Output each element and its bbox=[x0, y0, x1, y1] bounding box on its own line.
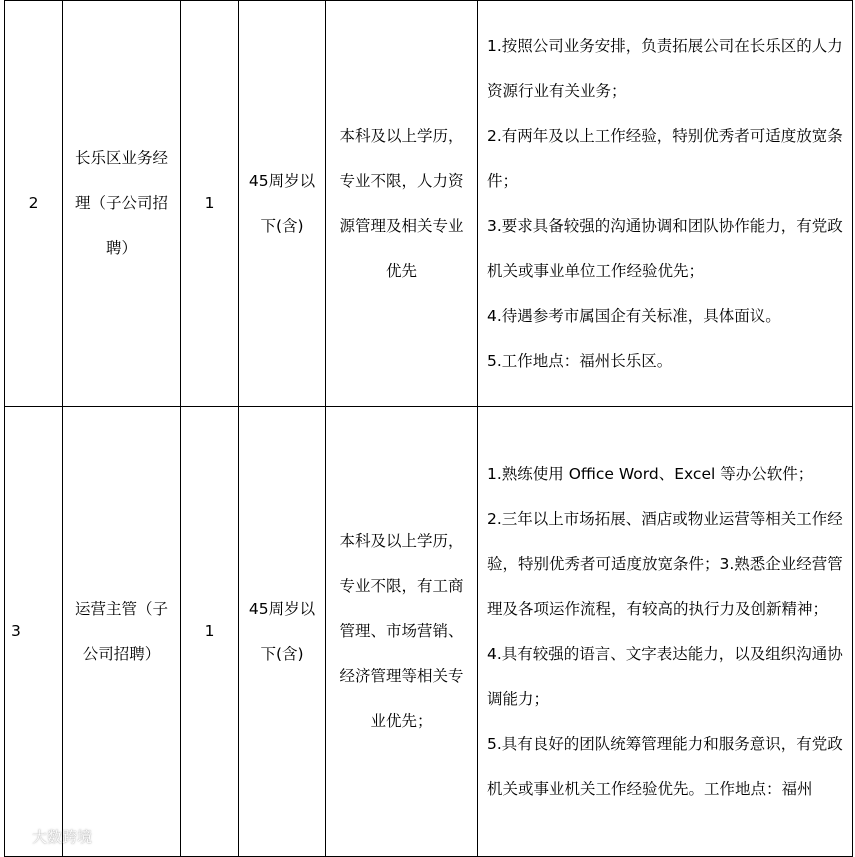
age-cell bbox=[239, 407, 326, 857]
row-number: 3 bbox=[5, 407, 63, 857]
headcount: 1 bbox=[181, 1, 239, 407]
duty-item: 4.待遇参考市属国企有关标准，具体面议。 bbox=[487, 306, 781, 325]
education-cell bbox=[326, 1, 478, 407]
age-requirement: 45周岁以下(含) bbox=[248, 171, 316, 235]
position-name: 运营主管（子公司招聘） bbox=[74, 599, 168, 663]
duty-item: 1.按照公司业务安排，负责拓展公司在长乐区的人力资源行业有关业务； bbox=[487, 36, 843, 100]
position-cell bbox=[63, 1, 181, 407]
duty-item: 5.工作地点：福州长乐区。 bbox=[487, 351, 673, 370]
duties-cell bbox=[478, 407, 853, 857]
duty-item: 4.具有较强的语言、文字表达能力，以及组织沟通协调能力； bbox=[487, 644, 843, 708]
age-cell bbox=[239, 1, 326, 407]
education-cell bbox=[326, 407, 478, 857]
duty-item: 2.有两年及以上工作经验，特别优秀者可适度放宽条件； bbox=[487, 126, 843, 190]
watermark-text: 大数跨境 bbox=[32, 828, 93, 846]
duties-cell bbox=[478, 1, 853, 407]
duty-item: 3.要求具备较强的沟通协调和团队协作能力，有党政机关或事业单位工作经验优先； bbox=[487, 216, 843, 280]
table-row bbox=[5, 407, 853, 857]
duty-item: 2.三年以上市场拓展、酒店或物业运营等相关工作经验，特别优秀者可适度放宽条件；3.熟悉企业经营管理及各项运作流程，有较高的执行力及创新精神； bbox=[487, 509, 843, 618]
headcount: 1 bbox=[181, 407, 239, 857]
age-requirement: 45周岁以下(含) bbox=[248, 599, 316, 663]
position-cell bbox=[63, 407, 181, 857]
duty-item: 5.具有良好的团队统筹管理能力和服务意识，有党政机关或事业机关工作经验优先。工作地点：福州 bbox=[487, 734, 843, 798]
duties-list bbox=[478, 452, 852, 812]
education-requirement: 本科及以上学历，专业不限，有工商管理、市场营销、经济管理等相关专业优先； bbox=[339, 532, 464, 730]
duties-list bbox=[478, 24, 852, 384]
duty-item: 1.熟练使用 Office Word、Excel 等办公软件； bbox=[487, 464, 814, 483]
education-requirement: 本科及以上学历，专业不限，人力资源管理及相关专业优先 bbox=[339, 126, 464, 280]
brand-logo-icon bbox=[6, 827, 28, 847]
watermark bbox=[6, 826, 92, 847]
table-row bbox=[5, 1, 853, 407]
row-number: 2 bbox=[5, 1, 63, 407]
job-listing-table bbox=[4, 0, 853, 857]
position-name: 长乐区业务经理（子公司招聘） bbox=[74, 149, 168, 257]
